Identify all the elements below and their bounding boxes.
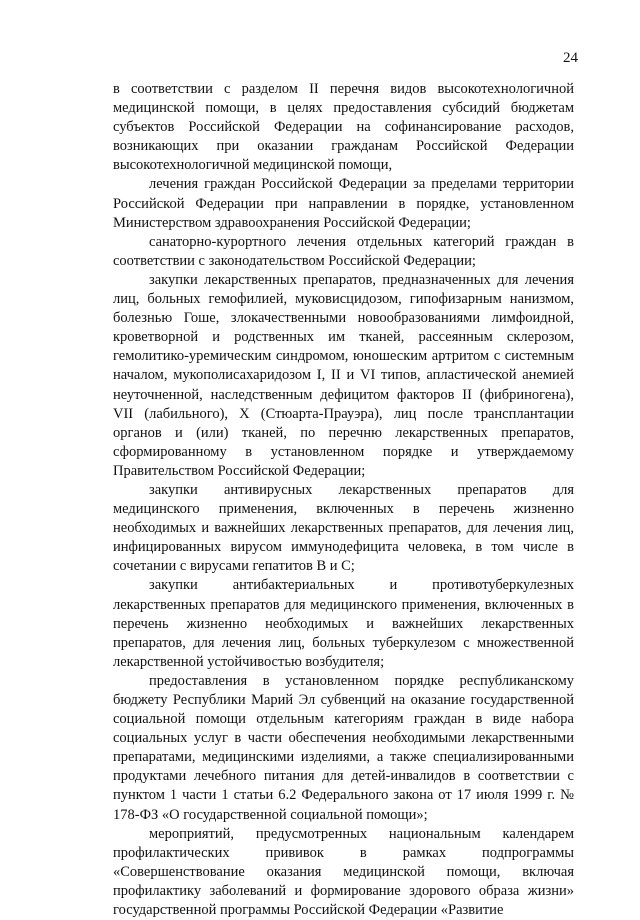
document-body [113, 80, 574, 920]
paragraph-7: предоставления в установленном порядке республиканскому бюджету Республики Марий Эл субвенций на оказание государственной социальной помощи отдельным категориям граждан в виде набора социальных услуг в части обеспечения необходимыми лекарственными препаратами, медицинскими изделиями, а также специализированными продуктами лечебного питания для детей-инвалидов в соответствии с пунктом 1 части 1 статьи 6.2 Федерального закона от 17 июля 1999 г. № 178-ФЗ «О государственной социальной помощи»; [113, 672, 574, 823]
paragraph-3: санаторно-курортного лечения отдельных категорий граждан в соответствии с законодательством Российской Федерации; [113, 233, 574, 269]
paragraph-8: мероприятий, предусмотренных национальным календарем профилактических прививок в рамках подпрограммы «Совершенствование оказания медицинской помощи, включая профилактику заболеваний и формирование здорового образа жизни» государственной программы Российской Федерации «Развитие [113, 825, 574, 919]
paragraph-2: лечения граждан Российской Федерации за пределами территории Российской Федерации при направлении в порядке, установленном Министерством здравоохранения Российской Федерации; [113, 176, 574, 231]
page-number: 24 [563, 50, 578, 66]
paragraph-6: закупки антибактериальных и противотуберкулезных лекарственных препаратов для медицинского применения, включенных в перечень жизненно необходимых и важнейших лекарственных препаратов, для лечения лиц, больных туберкулезом с множественной лекарственной устойчивостью возбудителя; [113, 577, 574, 670]
paragraph-5: закупки антивирусных лекарственных препаратов для медицинского применения, включенных в перечень жизненно необходимых и важнейших лекарственных препаратов, для лечения лиц, инфицированных вирусом иммунодефицита человека, в том числе в сочетании с вирусами гепатитов B и C; [113, 481, 574, 575]
paragraph-4: закупки лекарственных препаратов, предназначенных для лечения лиц, больных гемофилией, муковисцидозом, гипофизарным нанизмом, болезнью Гоше, злокачественными новообразованиями лимфоидной, кроветворной и родственных им тканей, рассеянным склерозом, гемолитико-уремическим синдромом, юношеским артритом с системным началом, мукополисахаридозом I, II и VI типов, апластической анемией неуточненной, наследственным дефицитом факторов II (фибриногена), VII (лабильного), X (Стюарта-Прауэра), лиц после трансплантации органов и (или) тканей, по перечню лекарственных препаратов, сформированному в установленном порядке и утверждаемому Правительством Российской Федерации; [113, 271, 574, 479]
paragraph-1: в соответствии с разделом II перечня видов высокотехнологичной медицинской помощи, в целях предоставления субсидий бюджетам субъектов Российской Федерации на софинансирование расходов, возникающих при оказании гражданам Российской Федерации высокотехнологичной медицинской помощи, [113, 81, 574, 174]
